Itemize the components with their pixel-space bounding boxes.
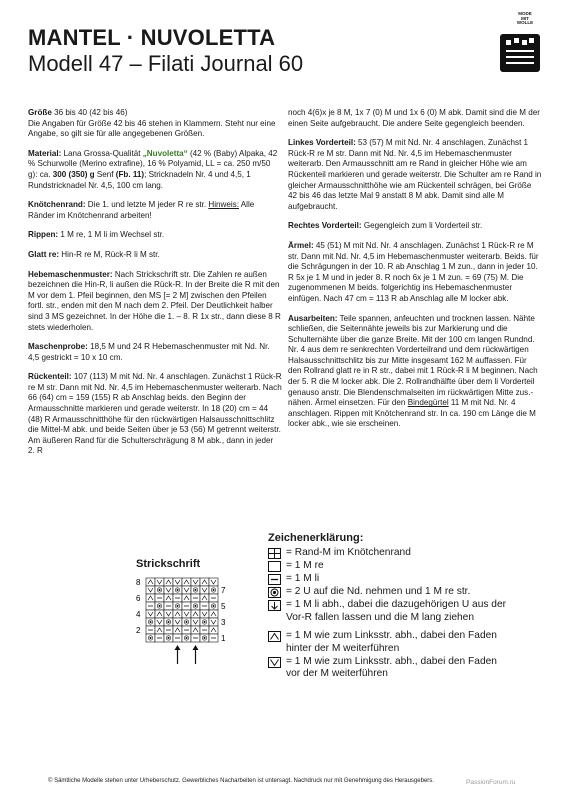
- chart-cell: [200, 634, 209, 642]
- chart-cell: [164, 594, 173, 602]
- chart-cell: [191, 634, 200, 642]
- yarn-color: (Fb. 11): [115, 169, 145, 179]
- legend-item: [268, 599, 508, 624]
- chart-cell: [146, 586, 155, 594]
- text-stockinette: Hin-R re M, Rück-R li M str.: [59, 249, 160, 259]
- chart-cell: [155, 610, 164, 618]
- chart-cell: [200, 602, 209, 610]
- chart-cell: [164, 626, 173, 634]
- legend-item: [268, 586, 508, 599]
- rand-m-icon: [268, 548, 281, 559]
- label-back: Rückenteil:: [28, 372, 72, 382]
- chart-cell: [173, 578, 182, 586]
- label-sleeve: Ärmel:: [288, 240, 314, 250]
- row-number-left: 2: [136, 626, 141, 635]
- chart-cell: [173, 594, 182, 602]
- row-number-right: 1: [221, 634, 226, 643]
- section-rib: [28, 230, 282, 241]
- section-pattern: [28, 270, 282, 334]
- chart-cell: [200, 586, 209, 594]
- chart-cell: [155, 594, 164, 602]
- chart-cell: [191, 586, 200, 594]
- chart-cell: [146, 602, 155, 610]
- legend: [268, 547, 508, 681]
- repeat-arrow-icon: [175, 645, 181, 664]
- chart-cell: [200, 610, 209, 618]
- text-back: 107 (113) M mit Nd. Nr. 4 anschlagen. Zunächst 1 Rück-R re M str. Dann mit Nd. Nr. 4,5 im Hebemaschenmuster weiterarb. Nach 66 (64) cm = 159 (155) R ab Anschlag beids. den Beginn der Armausschnitte markieren und gerade weiterstr. In 18 (20) cm = 44 (48) R Armausschnitthöhe für den rückwärtigen Halsausschnittschlitz die Mittel-M abk. und beide Seiten über je 53 (56) M getrennt weiterstr. Am äußeren Rand für die Schulterschrägung 8 M abk., dann in jeder 2. R: [28, 372, 282, 456]
- legend-item: [268, 547, 508, 560]
- label-stockinette: Glatt re:: [28, 249, 60, 259]
- chart-cell: [182, 586, 191, 594]
- label-left-front: Linkes Vorderteil:: [288, 138, 356, 148]
- brand-logo: [498, 12, 542, 74]
- chart-cell: [173, 618, 182, 626]
- section-edge: [28, 200, 282, 221]
- legend-item: [268, 656, 508, 681]
- section-left-front: [288, 138, 542, 212]
- knitting-chart: [120, 574, 240, 666]
- text-left-front: 53 (57) M mit Nd. Nr. 4 anschlagen. Zunächst 1 Rück-R re M str. Dann mit Nd. Nr. 4,5 im Hebemaschenmuster weiterarb. Den Armausschnitt am re Rand in gleicher Höhe wie am Rückenteil markieren und gerade weiterstr. Die Schulter am re Rand in gleicher Armausschnitthöhe wie am Rückenteil schrägen, bei Größe 42 bis 46 das letzte Mal 9 anstatt 8 M abk. Damit sind alle M aufgebraucht.: [288, 138, 542, 211]
- chart-cell: [191, 594, 200, 602]
- dash-square-icon: [268, 574, 281, 585]
- label-gauge: Maschenprobe:: [28, 342, 88, 352]
- chart-cell: [209, 610, 218, 618]
- text-material-3: Senf: [94, 169, 116, 179]
- chart-cell: [164, 586, 173, 594]
- chart-cell: [182, 578, 191, 586]
- chart-cell: [209, 634, 218, 642]
- dot-circle-square-icon: [268, 587, 281, 598]
- section-gauge: [28, 342, 282, 363]
- chart-cell: [182, 610, 191, 618]
- chart-cell: [200, 594, 209, 602]
- legend-text: = Rand-M im Knötchenrand: [286, 547, 411, 558]
- page-subtitle: Modell 47 – Filati Journal 60: [28, 51, 304, 76]
- chart-cell: [209, 586, 218, 594]
- row-number-left: 6: [136, 594, 141, 603]
- chart-cell: [209, 618, 218, 626]
- chart-cell: [146, 618, 155, 626]
- text-pattern: Nach Strickschrift str. Die Zahlen re außen bezeichnen die Hin-R, li außen die Rück-R. In der Breite die R mit den M vor dem 1. Pfeil beginnen, den MS [= 2 M] zwischen den Pfeilen fortl. str., enden mit den M nach dem 2. Pfeil. Der Deutlichkeit halber sind 3 MS gezeichnet. In der Höhe die 1. – 8. R 1x str., dann diese 8 R stets wiederholen.: [28, 269, 281, 332]
- chart-cell: [164, 602, 173, 610]
- chart-cell: [182, 618, 191, 626]
- label-rib: Rippen:: [28, 230, 59, 240]
- legend-item: [268, 630, 508, 655]
- chart-cell: [146, 634, 155, 642]
- chart-cell: [182, 626, 191, 634]
- row-number-left: 8: [136, 578, 141, 587]
- row-number-right: 5: [221, 602, 226, 611]
- logo-tagline: [510, 12, 540, 26]
- text-finishing-1: Teile spannen, anfeuchten und trocknen lassen. Nähte schließen, die Seitennähte jeweils bis zur Markierung und die Schulternähte über die ganze Breite. Mit der 100 cm langen Rundnd. Nr. 4 aus dem re senkrechten Vorderteilrand und dem rückwärtigen Halsausschnittschlitz bis zur Mitte insgesamt 162 M auffassen. Für den Rollrand glatt re in R str., dabei mit 1 Rück-R li M beginnen. Nach der 5. R die M locker abk. Die 2. Rollrandhälfte über dem li Vorderteil genauso anstr. Die Blendenschmalseiten im rückwärtigen Mitte zus.-nähen. Ärmel einsetzen. Für den: [288, 313, 538, 408]
- note-label: Hinweis:: [208, 200, 239, 210]
- text-back-cont: noch 4(6)x je 8 M, 1x 7 (0) M und 1x 6 (0) M abk. Damit sind die M der einen Seite aufgebraucht. Die andere Seite gegengleich beenden.: [288, 108, 540, 128]
- chart-cell: [209, 602, 218, 610]
- section-finishing: [288, 314, 542, 431]
- yarn-name: „Nuvoletta“: [142, 148, 188, 158]
- row-number-right: 7: [221, 586, 226, 595]
- down-arrow-square-icon: [268, 600, 281, 611]
- label-material: Material:: [28, 148, 62, 158]
- chart-cell: [164, 578, 173, 586]
- legend-text: = 2 U auf die Nd. nehmen und 1 M re str.: [286, 586, 471, 597]
- watermark: PassionForum.ru: [466, 779, 516, 786]
- section-size: [28, 108, 282, 140]
- chart-cell: [146, 578, 155, 586]
- logo-line-1: MODE: [518, 11, 532, 16]
- section-back: [28, 372, 282, 457]
- section-material: [28, 149, 282, 191]
- text-rib: 1 M re, 1 M li im Wechsel str.: [58, 230, 165, 240]
- chart-cell: [182, 634, 191, 642]
- label-finishing: Ausarbeiten:: [288, 313, 338, 323]
- chart-cell: [173, 602, 182, 610]
- copyright-footer: © Sämtliche Modelle stehen unter Urheberschutz. Gewerbliches Nacharbeiten ist untersagt. Nachdruck nur mit Genehmigung des Herausgebers.: [48, 778, 434, 784]
- label-pattern: Hebemaschenmuster:: [28, 269, 113, 279]
- text-edge-1: Die 1. und letzte M jeder R re str.: [85, 200, 209, 210]
- chart-cell: [200, 626, 209, 634]
- legend-text: = 1 M re: [286, 560, 324, 571]
- chart-cell: [155, 602, 164, 610]
- text-material-4: ; Stricknadeln Nr. 4 und 4,5, 1 Rundstricknadel Nr. 4,5, 100 cm lang.: [28, 169, 251, 190]
- text-material-2: (42 % (Baby) Alpaka, 42 % Schurwolle (Merino extrafine), 16 % Polyamid, LL = ca. 250 m/50 g): ca.: [28, 148, 278, 179]
- chart-cell: [173, 634, 182, 642]
- text-sleeve: 45 (51) M mit Nd. Nr. 4 anschlagen. Zunächst 1 Rück-R re M str. Dann mit Nd. Nr. 4,5 im Hebemaschenmuster weiterarb. Beids. für die Schrägungen in der 10. R ab Anschlag 1 M zun., dann in jeder 10. R 5x je 1 M und in jeder 8. R noch 6x je 1 M zun. = 69 (75) M. Die zugenommenen M beids. folgerichtig ins Hebemaschenmuster einfügen. Nach 47 cm = 113 R ab Anschlag alle M locker abk.: [288, 240, 539, 303]
- chart-cell: [155, 586, 164, 594]
- chart-cell: [191, 618, 200, 626]
- chart-cell: [155, 634, 164, 642]
- section-stockinette: [28, 250, 282, 261]
- logo-line-2: MIT: [521, 15, 529, 21]
- chart-cell: [191, 610, 200, 618]
- chart-cell: [191, 626, 200, 634]
- chart-cell: [164, 618, 173, 626]
- chart-title: Strickschrift: [136, 558, 201, 570]
- text-edge-2: Alle Ränder im Knötchenrand arbeiten!: [28, 200, 255, 220]
- label-size: Größe: [28, 108, 52, 117]
- chart-cell: [191, 602, 200, 610]
- text-size: 36 bis 40 (42 bis 46) Die Angaben für Größe 42 bis 46 stehen in Klammern. Steht nur eine Angabe, so gilt sie für alle angegebenen Größen.: [28, 108, 276, 139]
- legend-text: = 1 M li abh., dabei die dazugehörigen U aus der Vor-R fallen lassen und die M lang ziehen: [286, 599, 507, 623]
- chart-cell: [155, 626, 164, 634]
- text-right-front: Gegengleich zum li Vorderteil str.: [361, 221, 483, 231]
- page-title: MANTEL · NUVOLETTA: [28, 25, 276, 50]
- knitting-chart-grid: [120, 574, 240, 666]
- down-v-square-icon: [268, 657, 281, 668]
- text-material-1: Lana Grossa-Qualität: [61, 148, 143, 158]
- text-gauge: 18,5 M und 24 R Hebemaschenmuster mit Nd. Nr. 4,5 gestrickt = 10 x 10 cm.: [28, 342, 270, 362]
- row-number-left: 4: [136, 610, 141, 619]
- chart-cell: [173, 626, 182, 634]
- chart-cell: [200, 618, 209, 626]
- chart-cell: [182, 594, 191, 602]
- repeat-arrow-icon: [193, 645, 199, 664]
- left-column: [28, 108, 282, 466]
- chart-cell: [209, 594, 218, 602]
- chart-cell: [164, 610, 173, 618]
- row-number-right: 3: [221, 618, 226, 627]
- label-edge: Knötchenrand:: [28, 200, 86, 210]
- legend-title: Zeichenerklärung:: [268, 532, 364, 544]
- section-back-cont: [288, 108, 542, 129]
- up-v-square-icon: [268, 631, 281, 642]
- legend-text: = 1 M li: [286, 573, 320, 584]
- legend-text: = 1 M wie zum Linksstr. abh., dabei den Faden hinter der M weiterführen: [286, 630, 497, 654]
- empty-square-icon: [268, 561, 281, 572]
- chart-cell: [200, 578, 209, 586]
- chart-cell: [173, 610, 182, 618]
- chart-cell: [173, 586, 182, 594]
- logo-line-3: WOLLE: [516, 20, 534, 26]
- chart-cell: [146, 626, 155, 634]
- legend-text: = 1 M wie zum Linksstr. abh., dabei den Faden vor der M weiterführen: [286, 655, 497, 679]
- belt-label: Bindegürtel: [407, 398, 449, 408]
- right-column: [288, 108, 542, 439]
- chart-cell: [146, 610, 155, 618]
- legend-item: [268, 560, 508, 573]
- chart-cell: [146, 594, 155, 602]
- section-right-front: [288, 221, 542, 232]
- label-right-front: Rechtes Vorderteil:: [288, 221, 362, 231]
- yarn-amount: 300 (350) g: [52, 169, 95, 179]
- chart-cell: [164, 634, 173, 642]
- chart-cell: [209, 626, 218, 634]
- chart-cell: [155, 578, 164, 586]
- section-sleeve: [288, 241, 542, 305]
- chart-cell: [191, 578, 200, 586]
- chart-cell: [209, 578, 218, 586]
- chart-cell: [155, 618, 164, 626]
- legend-item: [268, 573, 508, 586]
- text-finishing-2: 11 M mit Nd. Nr. 4 anschlagen. Rippen mit Knötchenrand str. In ca. 190 cm Länge die M locker abk., wie sie erscheinen.: [288, 398, 536, 429]
- chart-cell: [182, 602, 191, 610]
